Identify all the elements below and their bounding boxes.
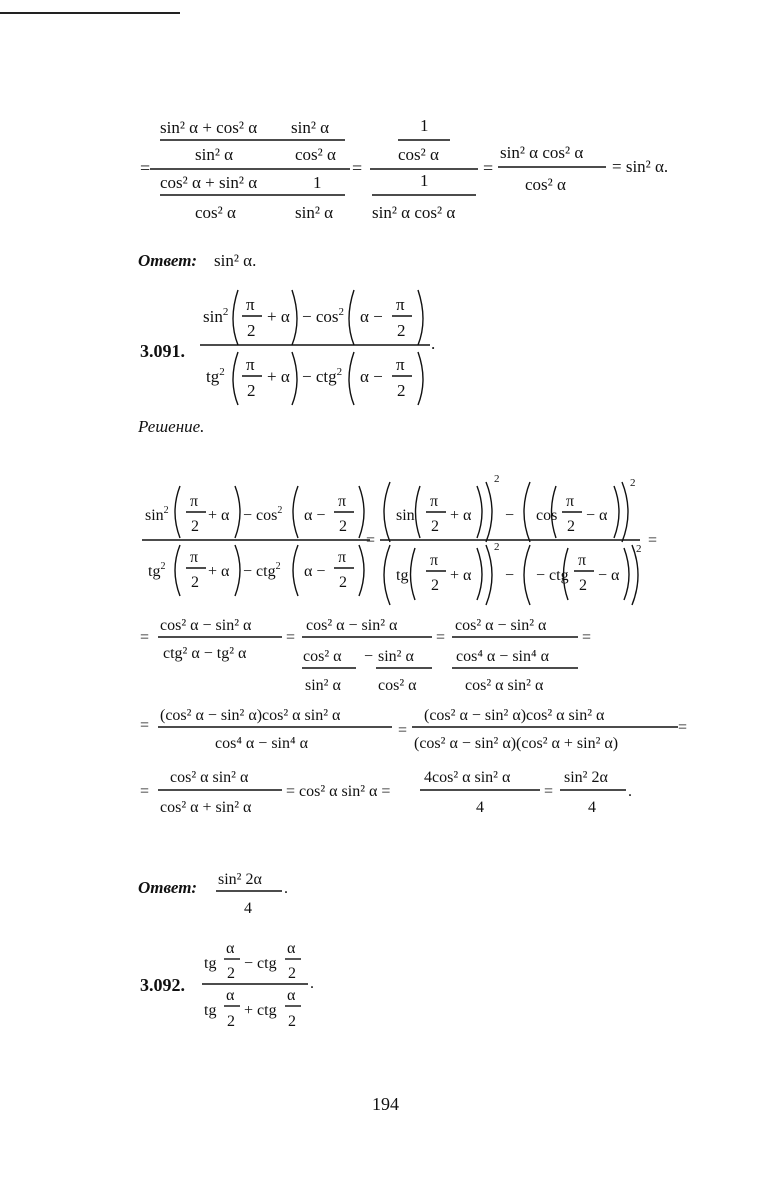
row4-1-num: cos² α sin² α bbox=[170, 769, 249, 786]
svg-text:2: 2 bbox=[494, 541, 500, 553]
svg-text:sin2: $\sin^2$ bbox=[203, 306, 229, 326]
svg-text:− ctg: − ctg bbox=[536, 567, 569, 584]
top-den1: sin² α bbox=[195, 145, 234, 164]
svg-text:2: 2 bbox=[636, 543, 642, 555]
problem-3092 bbox=[140, 940, 314, 1030]
svg-text:α: α bbox=[287, 940, 296, 957]
svg-text:+ α: + α bbox=[267, 367, 290, 386]
svg-text:2: 2 bbox=[227, 1013, 235, 1030]
svg-text:− ctg2: − ctg$^2$ bbox=[243, 561, 281, 580]
svg-text:2: 2 bbox=[339, 574, 347, 591]
answer-1: sin² α. bbox=[214, 251, 257, 270]
top-num2-mul: 1 bbox=[313, 173, 322, 192]
svg-text:2: 2 bbox=[431, 577, 439, 594]
row3-2-den: (cos² α − sin² α)(cos² α + sin² α) bbox=[414, 735, 619, 752]
svg-text:π: π bbox=[246, 355, 255, 374]
top-cos2: cos² α bbox=[398, 145, 439, 164]
svg-text:π: π bbox=[338, 493, 347, 510]
svg-text:sin: sin bbox=[396, 507, 415, 524]
svg-text:tg: tg bbox=[204, 955, 217, 972]
svg-text:α: α bbox=[226, 987, 235, 1004]
svg-text:=: = bbox=[140, 158, 151, 178]
svg-text:2: 2 bbox=[247, 381, 256, 400]
svg-text:.: . bbox=[628, 783, 632, 800]
row4-1-den: cos² α + sin² α bbox=[160, 799, 252, 816]
svg-text:π: π bbox=[396, 355, 405, 374]
svg-text:α −: α − bbox=[304, 563, 326, 580]
top-den2-mul: sin² α bbox=[295, 203, 334, 222]
page-number: 194 bbox=[372, 1094, 399, 1114]
svg-text:2: 2 bbox=[567, 518, 575, 535]
svg-text:π: π bbox=[190, 549, 199, 566]
row2-3-den-num: cos⁴ α − sin⁴ α bbox=[456, 648, 549, 665]
problem-3091 bbox=[140, 290, 435, 405]
svg-text:tg: tg bbox=[204, 1002, 217, 1019]
svg-text:=: = bbox=[544, 783, 554, 800]
answer2-num: sin² 2α bbox=[218, 871, 262, 888]
row4-2-den: 4 bbox=[476, 799, 484, 816]
svg-text:=: = bbox=[398, 722, 408, 739]
svg-text:2: 2 bbox=[579, 577, 587, 594]
row2-3-den-den: cos² α sin² α bbox=[465, 677, 544, 694]
answer-label-1: Ответ: bbox=[138, 251, 198, 270]
row3-1-num: (cos² α − sin² α)cos² α sin² α bbox=[160, 707, 341, 724]
top-num1: sin² α + cos² α bbox=[160, 118, 258, 137]
svg-text:=: = bbox=[678, 719, 688, 736]
svg-text:2: 2 bbox=[431, 518, 439, 535]
svg-text:2: 2 bbox=[227, 965, 235, 982]
svg-text:2: 2 bbox=[247, 321, 256, 340]
svg-text:=: = bbox=[140, 783, 150, 800]
svg-text:=: = bbox=[286, 629, 296, 646]
row4-3-num: sin² 2α bbox=[564, 769, 608, 786]
row4-3-den: 4 bbox=[588, 799, 596, 816]
row2-2-den-c: sin² α bbox=[305, 677, 341, 694]
svg-text:α −: α − bbox=[360, 367, 383, 386]
svg-text:π: π bbox=[338, 549, 347, 566]
svg-text:tg2: $tg^2$ bbox=[206, 366, 225, 386]
solution-row-1 bbox=[142, 473, 657, 605]
answer2-tail: . bbox=[284, 880, 288, 897]
svg-text:− α: − α bbox=[586, 507, 608, 524]
svg-text:=: = bbox=[648, 532, 658, 549]
row2-2-num: cos² α − sin² α bbox=[306, 617, 398, 634]
solution-row-2 bbox=[140, 617, 591, 694]
svg-text:=: = bbox=[436, 629, 446, 646]
svg-text:− cos2: − $\cos^2$ bbox=[302, 306, 344, 326]
svg-text:α: α bbox=[226, 940, 235, 957]
problem-3092-label: 3.092. bbox=[140, 975, 185, 995]
svg-text:π: π bbox=[566, 493, 575, 510]
svg-text:− cos2: − $\cos^2$ bbox=[243, 505, 283, 524]
svg-text:2: 2 bbox=[288, 1013, 296, 1030]
svg-text:2: 2 bbox=[339, 518, 347, 535]
row2-1-num: cos² α − sin² α bbox=[160, 617, 252, 634]
row3-2-num: (cos² α − sin² α)cos² α sin² α bbox=[424, 707, 605, 724]
svg-text:=: = bbox=[352, 158, 363, 178]
top-res-num: sin² α cos² α bbox=[500, 143, 584, 162]
answer2-den: 4 bbox=[244, 900, 252, 917]
top-one-b: 1 bbox=[420, 171, 429, 190]
svg-text:tg: tg bbox=[396, 567, 409, 584]
solution-row-3 bbox=[140, 707, 687, 752]
svg-text:π: π bbox=[578, 552, 587, 569]
svg-text:=: = bbox=[140, 629, 150, 646]
svg-text:2: 2 bbox=[397, 381, 406, 400]
top-final: = sin² α. bbox=[612, 157, 669, 176]
svg-text:=: = bbox=[366, 532, 376, 549]
svg-text:sin2: $\sin^2$ bbox=[145, 505, 169, 524]
row3-1-den: cos⁴ α − sin⁴ α bbox=[215, 735, 308, 752]
svg-text:α: α bbox=[287, 987, 296, 1004]
svg-text:π: π bbox=[246, 295, 255, 314]
svg-text:+ ctg: + ctg bbox=[244, 1002, 277, 1019]
svg-text:− ctg2: − ctg$^2$ bbox=[302, 366, 343, 386]
answer-label-2: Ответ: bbox=[138, 878, 198, 897]
svg-text:− ctg: − ctg bbox=[244, 955, 277, 972]
svg-text:2: 2 bbox=[191, 518, 199, 535]
svg-text:α −: α − bbox=[304, 507, 326, 524]
svg-text:π: π bbox=[396, 295, 405, 314]
svg-text:2: 2 bbox=[397, 321, 406, 340]
svg-text:α −: α − bbox=[360, 307, 383, 326]
svg-text:2: 2 bbox=[191, 574, 199, 591]
svg-text:2: 2 bbox=[630, 477, 636, 489]
problem-3091-label: 3.091. bbox=[140, 341, 185, 361]
row4-mid: = cos² α sin² α = bbox=[286, 783, 391, 800]
svg-text:π: π bbox=[430, 493, 439, 510]
row2-1-den: ctg² α − tg² α bbox=[163, 645, 247, 662]
svg-text:+ α: + α bbox=[208, 563, 230, 580]
svg-text:−: − bbox=[505, 507, 515, 524]
svg-text:=: = bbox=[582, 629, 592, 646]
svg-text:=: = bbox=[140, 717, 150, 734]
row2-2-den-a: cos² α bbox=[303, 648, 342, 665]
svg-text:2: 2 bbox=[288, 965, 296, 982]
top-num2: cos² α + sin² α bbox=[160, 173, 258, 192]
top-equation bbox=[140, 116, 668, 222]
top-num1-mul: sin² α bbox=[291, 118, 330, 137]
svg-text:π: π bbox=[430, 552, 439, 569]
row2-2-den-d: cos² α bbox=[378, 677, 417, 694]
svg-text:.: . bbox=[310, 975, 314, 992]
svg-text:2: 2 bbox=[494, 473, 500, 485]
svg-text:=: = bbox=[483, 158, 494, 178]
svg-text:−: − bbox=[364, 648, 374, 665]
svg-text:+ α: + α bbox=[208, 507, 230, 524]
top-sin2cos2: sin² α cos² α bbox=[372, 203, 456, 222]
top-one-a: 1 bbox=[420, 116, 429, 135]
svg-text:cos: cos bbox=[536, 507, 558, 524]
svg-text:π: π bbox=[190, 493, 199, 510]
row4-2-num: 4cos² α sin² α bbox=[424, 769, 511, 786]
row2-2-den-b: sin² α bbox=[378, 648, 414, 665]
solution-label: Решение. bbox=[138, 417, 205, 436]
svg-text:−: − bbox=[505, 567, 515, 584]
solution-row-4 bbox=[140, 769, 632, 816]
top-den1-mul: cos² α bbox=[295, 145, 336, 164]
top-den2: cos² α bbox=[195, 203, 236, 222]
svg-text:+ α: + α bbox=[450, 507, 472, 524]
top-res-den: cos² α bbox=[525, 175, 566, 194]
svg-text:+ α: + α bbox=[267, 307, 290, 326]
svg-text:− α: − α bbox=[598, 567, 620, 584]
row2-3-num: cos² α − sin² α bbox=[455, 617, 547, 634]
svg-text:.: . bbox=[431, 334, 436, 353]
svg-text:+ α: + α bbox=[450, 567, 472, 584]
svg-text:tg2: $tg^2$ bbox=[148, 561, 166, 580]
